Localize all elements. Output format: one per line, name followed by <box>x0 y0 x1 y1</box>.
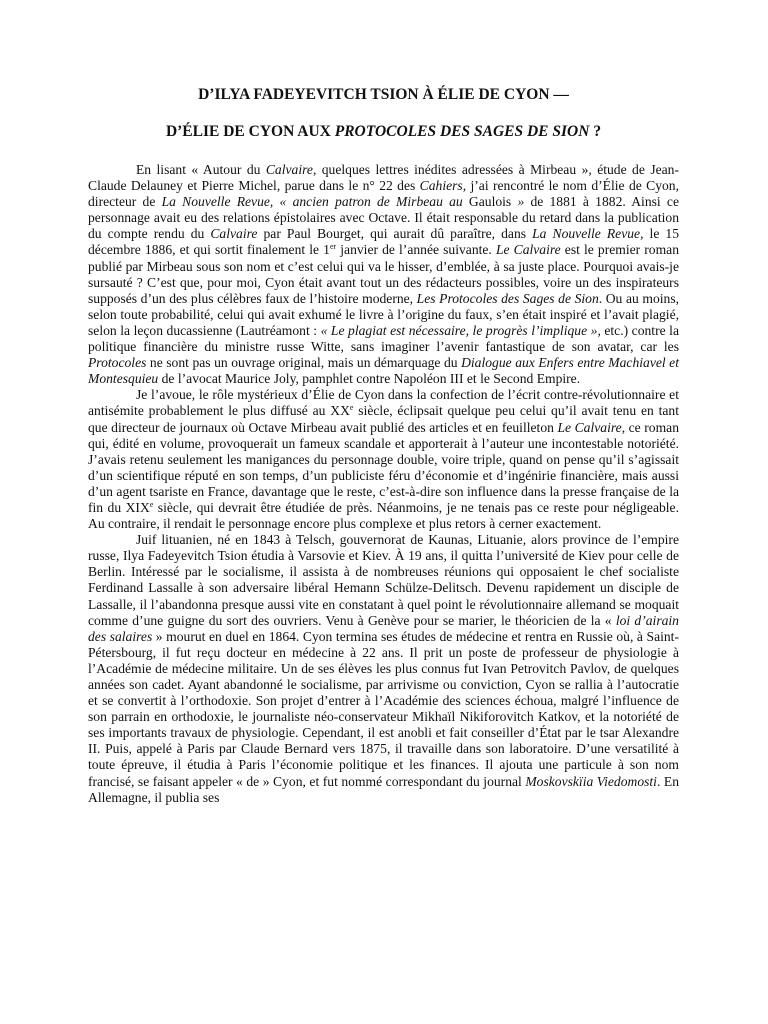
heading-line-2-suffix: ? <box>589 123 602 140</box>
text-run: » mourut en duel en 1864. Cyon termina ses études de médecine et rentra en Russie où, à Saint-Pétersbourg, il fut reçu docteur en médecine à 22 ans. Il prit un poste de professeur de physiologie à l’Académie de médecine militaire. Un de ses élèves les plus connus fut Ivan Petrovitch Pavlov, de quelques années son cadet. Ayant abandonné le socialisme, par arrivisme ou conviction, Cyon se rallia à l’autocratie et se convertit à l’orthodoxie. Son projet d’entrer à l’Académie des sciences échoua, malgré l’influence de son parrain en orthodoxie, le journaliste néo-conservateur Mikhaïl Nikiforovitch Katkov, et la notoriété de ses importants travaux de physiologie. Cependant, il est anobli et fait conseiller d’État par le tsar Alexandre II. Puis, appelé à Paris par Claude Bernard vers 1875, il travaille dans son laboratoire. D’une versatilité à toute épreuve, il étudia à Paris l’économie politique et les finances. Il ajouta une particule à son nom francisé, se faisant appeler « de » Cyon, et fut nommé correspondant du journal <box>88 628 679 789</box>
italic-text: Les Protocoles des Sages de Sion <box>416 290 599 306</box>
italic-text: Dialogue aux Enfers entre Machiavel et Montesquieu <box>88 355 679 387</box>
italic-text: Calvaire <box>210 226 258 242</box>
superscript-text: e <box>149 499 154 509</box>
italic-text: La Nouvelle Revue <box>161 194 270 210</box>
text-run: ne sont pas un ouvrage original, mais un démarquage du <box>146 355 462 371</box>
italic-text: Moskovskïia Viedomosti <box>525 773 657 789</box>
text-run: est le premier roman publié par Mirbeau sous son nom et c’est celui qui va le hisser, d’emblée, à sa juste place. Pourquoi avais-je sursauté ? C’est que, pour moi, Cyon était avant tout un des rédacteurs possibles, voire un des inspirateurs supposés d’un des plus célèbres faux de l’histoire moderne, <box>88 242 679 306</box>
italic-text: Cahiers <box>419 178 463 194</box>
heading-line-1: D’ILYA FADEYEVITCH TSION À ÉLIE DE CYON — <box>198 86 569 103</box>
document-page <box>88 82 679 806</box>
italic-text: Protocoles <box>88 355 147 371</box>
text-run: En lisant « Autour du <box>136 162 266 177</box>
italic-text: « ancien patron de Mirbeau au <box>279 194 469 210</box>
paragraph-2 <box>88 387 679 532</box>
italic-text: Le Calvaire <box>557 419 622 435</box>
superscript-text: er <box>329 242 337 252</box>
paragraph-1 <box>88 162 679 387</box>
text-run: , le 15 décembre 1886, et qui sortit finalement le 1 <box>88 226 679 258</box>
text-run: janvier de l’année suivante. <box>336 242 496 258</box>
paragraph-3 <box>88 532 679 806</box>
italic-text: La Nouvelle Revue <box>532 226 641 242</box>
heading-line-2 <box>88 123 679 141</box>
heading-line-2-prefix: D’ÉLIE DE CYON AUX <box>165 123 335 140</box>
italic-text: loi d’airain des salaires <box>88 612 679 644</box>
text-run: , quelques lettres inédites adressées à Mirbeau », étude de Jean-Claude Delauney et Pierre Michel, parue dans le n° 22 des <box>88 162 679 194</box>
text-run: Je l’avoue, le rôle mystérieux d’Élie de Cyon dans la confection de l’écrit contre-révolutionnaire et antisémite probablement le plus diffusé au XX <box>88 387 679 419</box>
italic-text: Le Calvaire <box>495 242 561 258</box>
text-run: , etc.) contre la politique financière du ministre russe Witte, sans imaginer l’avenir fantastique de son avatar, car les <box>88 322 679 355</box>
heading-line-2-title: PROTOCOLES DES SAGES DE SION <box>334 123 590 140</box>
text-run: . Ou au moins, selon toute probabilité, celui qui avait exhumé le livre à l’origine du faux, s’en était inspiré et l’avait plagié, selon la leçon ducassienne (Lautréamont : <box>88 290 680 338</box>
text-run: , <box>269 194 280 210</box>
text-run: Gaulois <box>468 194 518 210</box>
text-run: par Paul Bourget, qui aurait dû paraître, dans <box>257 226 533 242</box>
text-run: . En Allemagne, il publia ses <box>88 773 679 805</box>
text-run: siècle, éclipsait quelque peu celui qu’il avait tenu en tant que directeur de journaux où Octave Mirbeau avait publié des articles et en feuilleton <box>88 403 679 435</box>
text-run: de 1881 à 1882. Ainsi ce personnage avait eu des relations épistolaires avec Octave. Il était responsable du retard dans la publication du compte rendu du <box>88 194 679 242</box>
italic-text: « Le plagiat est nécessaire, le progrès l’implique » <box>320 322 598 338</box>
text-run: , ce roman qui, édité en volume, provoquerait un fameux scandale et apporterait à l’auteur une incontestable notoriété. J’avais retenu seulement les manigances du personnage double, voire triple, quand on pense qu’il s’agissait d’un scientifique réputé en son temps, d’un publiciste féru d’économie et d’ingénirie financière, mais aussi d’un agent tsariste en France, davantage que le reste, c’est-à-dire son influence dans la presse française de la fin du XIX <box>88 419 679 515</box>
text-run: de l’avocat Maurice Joly, pamphlet contre Napoléon III et le Second Empire. <box>158 371 581 387</box>
italic-text: Calvaire <box>265 162 313 177</box>
text-run: Juif lituanien, né en 1843 à Telsch, gouvernorat de Kaunas, Lituanie, alors province de l’empire russe, Ilya Fadeyevitch Tsion étudia à Varsovie et Kiev. À 19 ans, il quitta l’université de Kiev pour celle de Berlin. Intéressé par le socialisme, il assista à de nombreuses réunions qui opposaient le chef socialiste Ferdinand Lassalle à son adversaire libéral Hemann Schülze-Delitsch. Devenu rapidement un disciple de Lassalle, il l’abandonna presque aussi vite en constatant à quel point le révolutionnaire allemand se moquait comme d’une guigne du sort des ouvriers. Venu à Genève pour se marier, le théoricien de la « <box>88 532 679 628</box>
text-run: , j’ai rencontré le nom d’Élie de Cyon, directeur de <box>88 178 679 210</box>
italic-text: » <box>517 194 525 210</box>
text-run: siècle, qui devrait être étudiée de près. Néanmoins, je ne tenais pas ce reste pour négligeable. Au contraire, il rendait le personnage encore plus complexe et plus retors à cerner exactement. <box>88 499 679 532</box>
superscript-text: e <box>349 403 354 413</box>
